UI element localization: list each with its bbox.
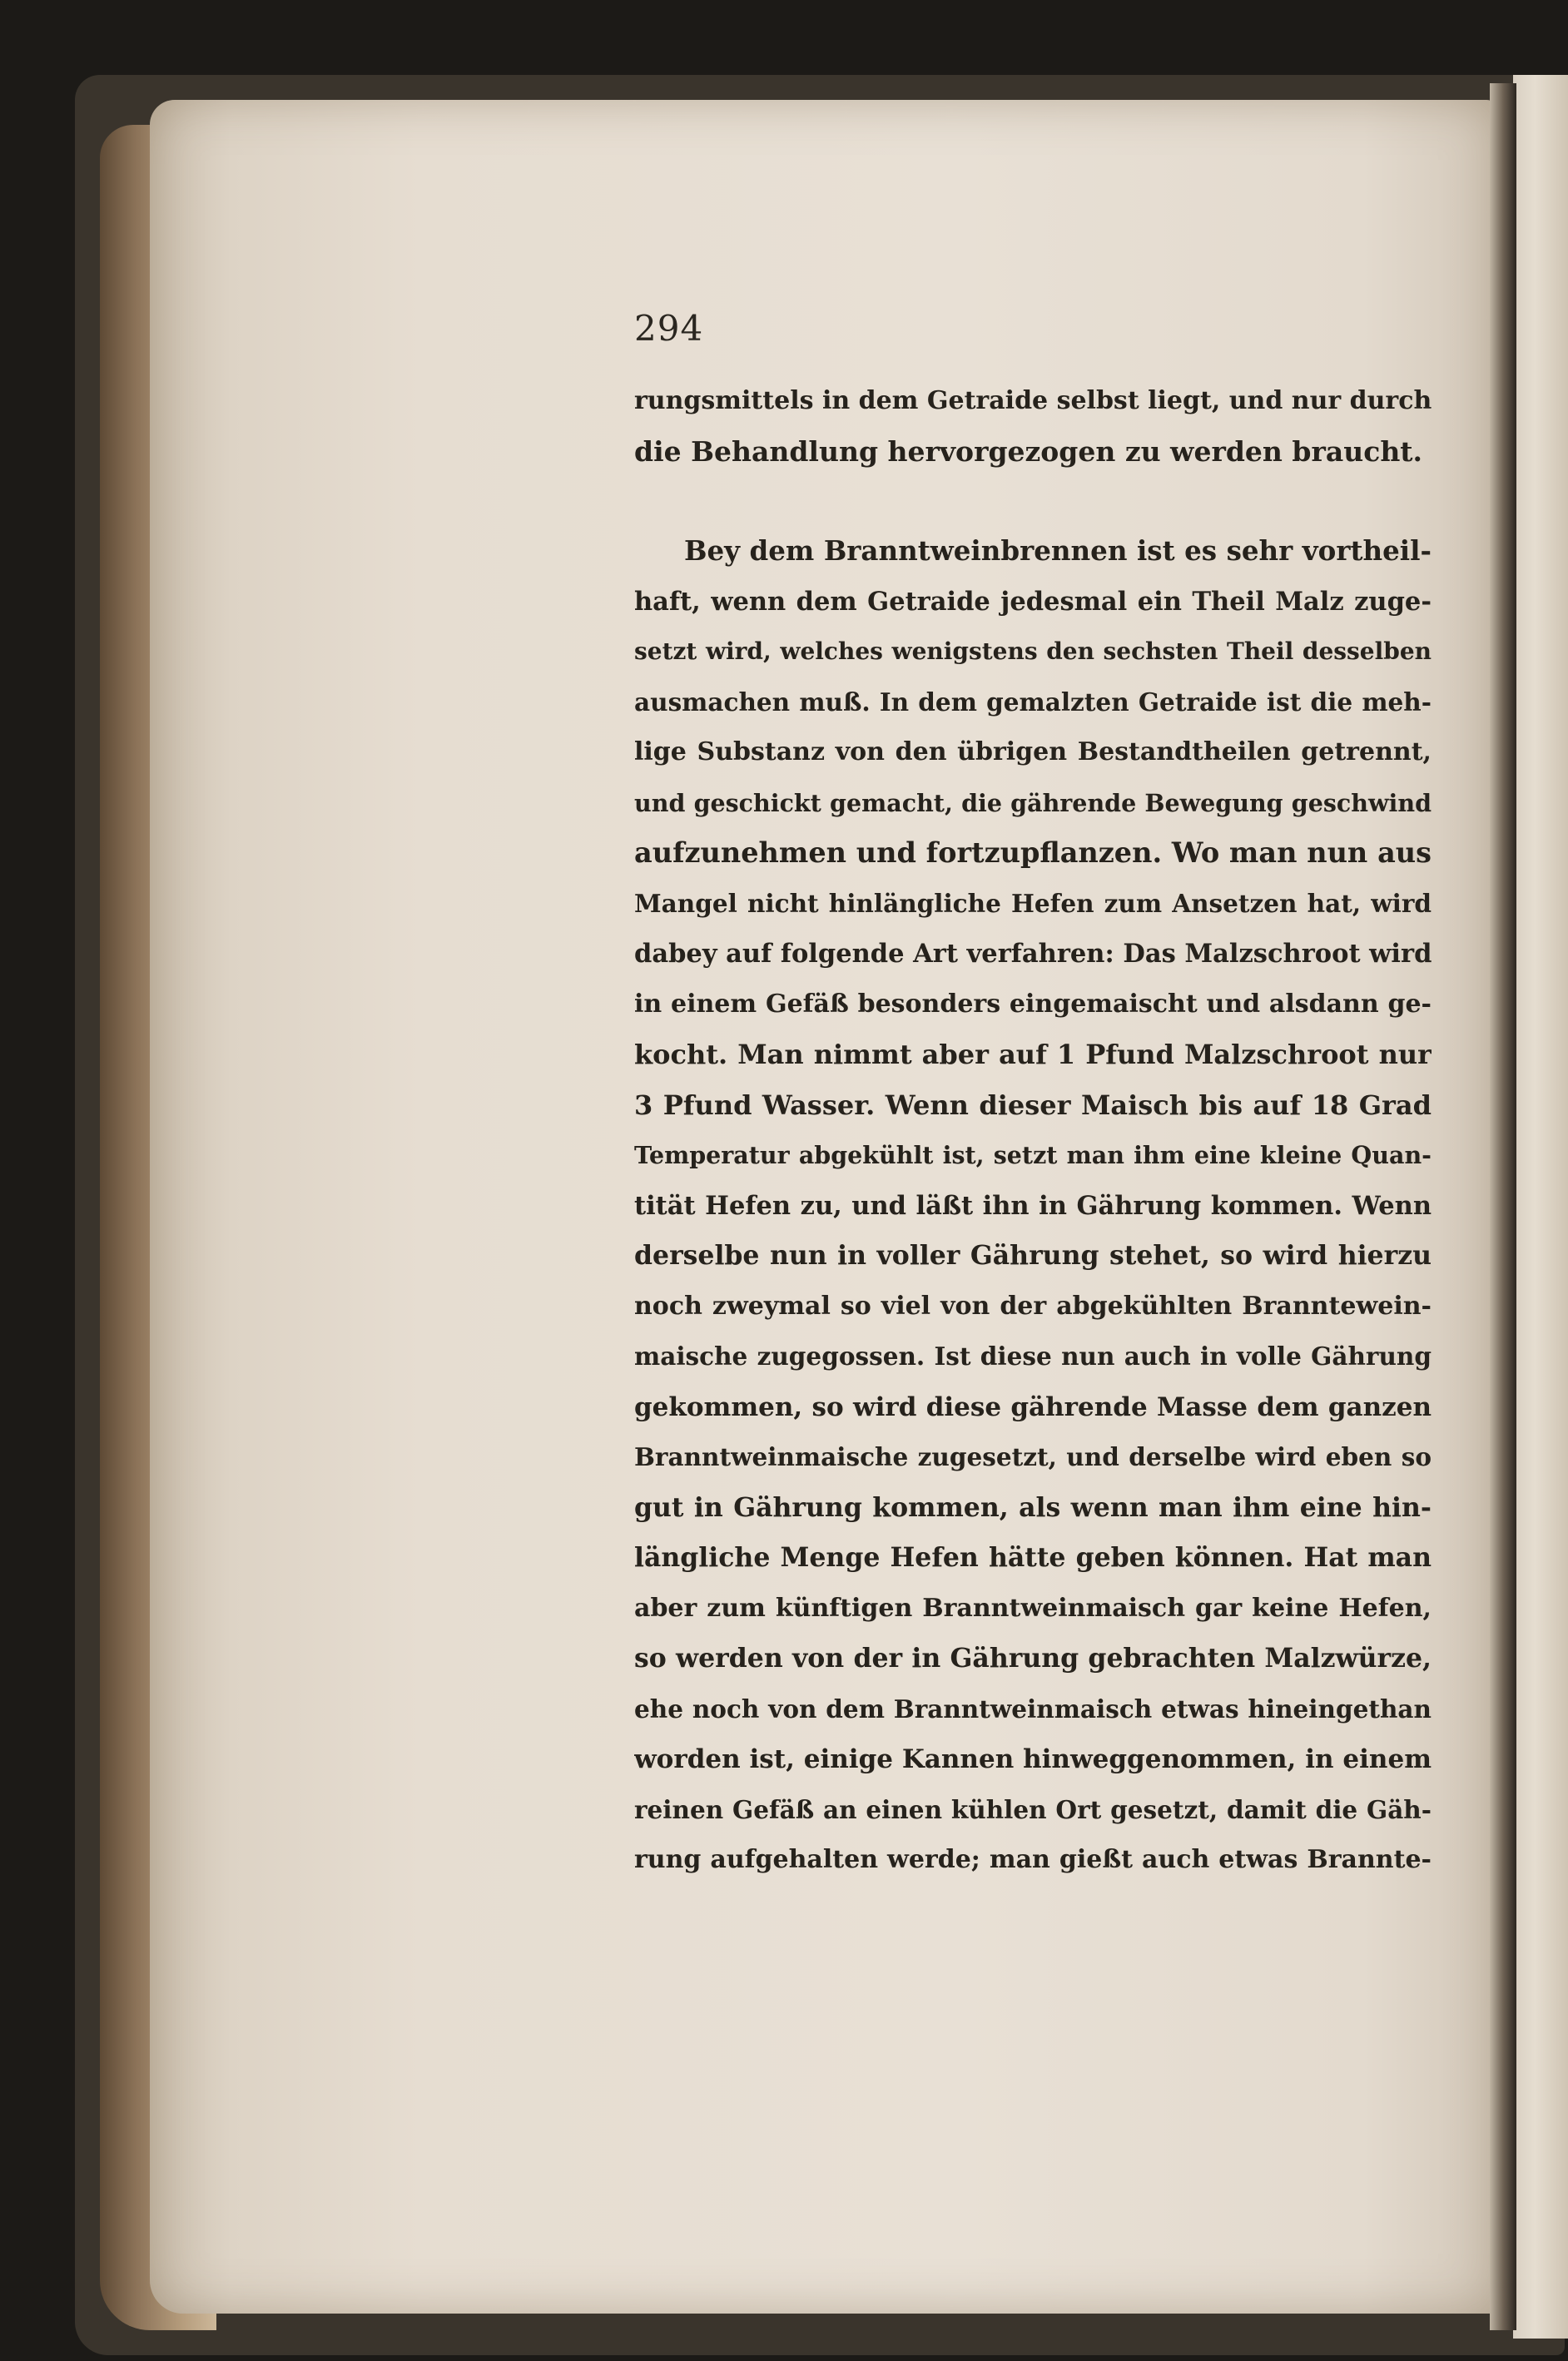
text-line: kocht. Man nimmt aber auf 1 Pfund Malzschroot nur bbox=[634, 1039, 1432, 1070]
text-line: so werden von der in Gährung gebrachten Malzwürze, bbox=[634, 1643, 1432, 1674]
text-line: maische zugegossen. Ist diese nun auch in volle Gährung bbox=[634, 1342, 1432, 1371]
text-line: tität Hefen zu, und läßt ihn in Gährung kommen. Wenn bbox=[634, 1190, 1432, 1221]
text-line: Branntweinmaische zugesetzt, und derselbe wird eben so bbox=[634, 1442, 1432, 1471]
page-text bbox=[634, 376, 1432, 1886]
text-line: Mangel nicht hinlängliche Hefen zum Ansetzen hat, wird bbox=[634, 888, 1432, 918]
text-line: dabey auf folgende Art verfahren: Das Malzschroot wird bbox=[634, 939, 1432, 969]
text-line: ehe noch von dem Branntweinmaisch etwas hineingethan bbox=[634, 1694, 1432, 1724]
text-line: derselbe nun in voller Gährung stehet, so wird hierzu bbox=[634, 1240, 1432, 1271]
text-line: lige Substanz von den übrigen Bestandtheilen getrennt, bbox=[634, 737, 1432, 766]
text-line: rung aufgehalten werde; man gießt auch etwas Brannte- bbox=[634, 1845, 1432, 1874]
page-number: 294 bbox=[634, 308, 704, 349]
text-line: reinen Gefäß an einen kühlen Ort gesetzt, damit die Gäh- bbox=[634, 1794, 1432, 1824]
text-line: ausmachen muß. In dem gemalzten Getraide ist die meh- bbox=[634, 687, 1432, 717]
text-line: Bey dem Branntweinbrennen ist es sehr vortheil- bbox=[684, 534, 1432, 567]
text-line: die Behandlung hervorgezogen zu werden braucht. bbox=[634, 434, 1423, 468]
book-gutter bbox=[1490, 83, 1516, 2330]
text-line: haft, wenn dem Getraide jedesmal ein Theil Malz zuge- bbox=[634, 586, 1432, 617]
text-line: gut in Gährung kommen, als wenn man ihm eine hin- bbox=[634, 1491, 1432, 1523]
text-line: in einem Gefäß besonders eingemaischt und alsdann ge- bbox=[634, 989, 1432, 1019]
text-line: längliche Menge Hefen hätte geben können. Hat man bbox=[634, 1542, 1432, 1573]
text-line: 3 Pfund Wasser. Wenn dieser Maisch bis auf 18 Grad bbox=[634, 1089, 1432, 1121]
text-line: und geschickt gemacht, die gährende Bewegung geschwind bbox=[634, 788, 1432, 817]
text-line: worden ist, einige Kannen hinweggenommen, in einem bbox=[634, 1744, 1432, 1774]
text-line: setzt wird, welches wenigstens den sechsten Theil desselben bbox=[634, 637, 1432, 665]
text-line: noch zweymal so viel von der abgekühlten Branntewein- bbox=[634, 1291, 1432, 1321]
text-line: aufzunehmen und fortzupflanzen. Wo man nun aus bbox=[634, 836, 1432, 869]
facing-page-edge bbox=[1513, 75, 1568, 2339]
text-line: Temperatur abgekühlt ist, setzt man ihm eine kleine Quan- bbox=[634, 1141, 1432, 1169]
text-line: aber zum künftigen Branntweinmaisch gar keine Hefen, bbox=[634, 1593, 1432, 1623]
paragraph-break bbox=[634, 477, 1432, 526]
text-line: rungsmittels in dem Getraide selbst liegt, und nur durch bbox=[634, 386, 1432, 415]
text-line: gekommen, so wird diese gährende Masse dem ganzen bbox=[634, 1391, 1432, 1422]
